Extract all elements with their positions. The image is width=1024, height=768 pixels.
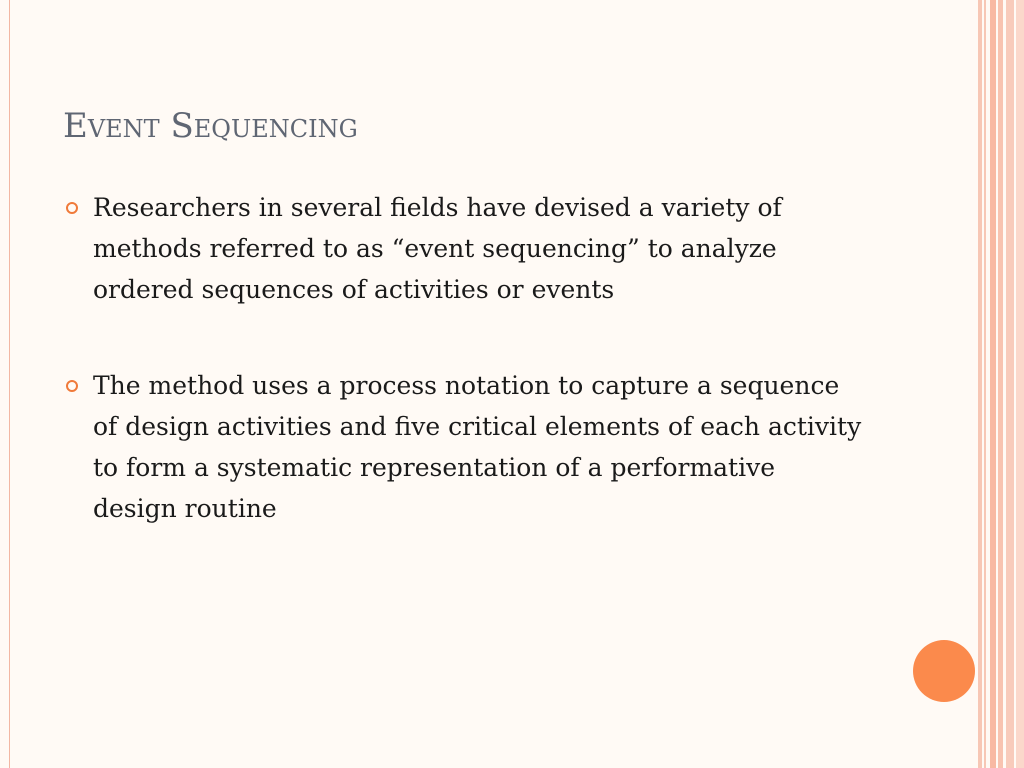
bullet-item	[66, 365, 866, 529]
decorative-stripe	[1006, 0, 1014, 768]
decorative-stripe	[984, 0, 986, 768]
decorative-stripe	[1016, 0, 1024, 768]
bullet-list	[66, 187, 866, 529]
slide-title: Event Sequencing	[63, 106, 358, 146]
decorative-stripe	[998, 0, 1003, 768]
bullet-circle-icon	[66, 202, 78, 214]
decorative-stripe	[990, 0, 996, 768]
bullet-text: The method uses a process notation to capture a sequence of design activities and five critical elements of each activity to form a systematic representation of a performative design routine	[93, 371, 862, 523]
decorative-circle-icon	[913, 640, 975, 702]
bullet-text: Researchers in several fields have devised a variety of methods referred to as “event sequencing” to analyze ordered sequences of activities or events	[93, 193, 782, 304]
bullet-circle-icon	[66, 380, 78, 392]
decorative-stripe	[978, 0, 982, 768]
left-border-line	[9, 0, 10, 768]
bullet-item	[66, 187, 866, 310]
